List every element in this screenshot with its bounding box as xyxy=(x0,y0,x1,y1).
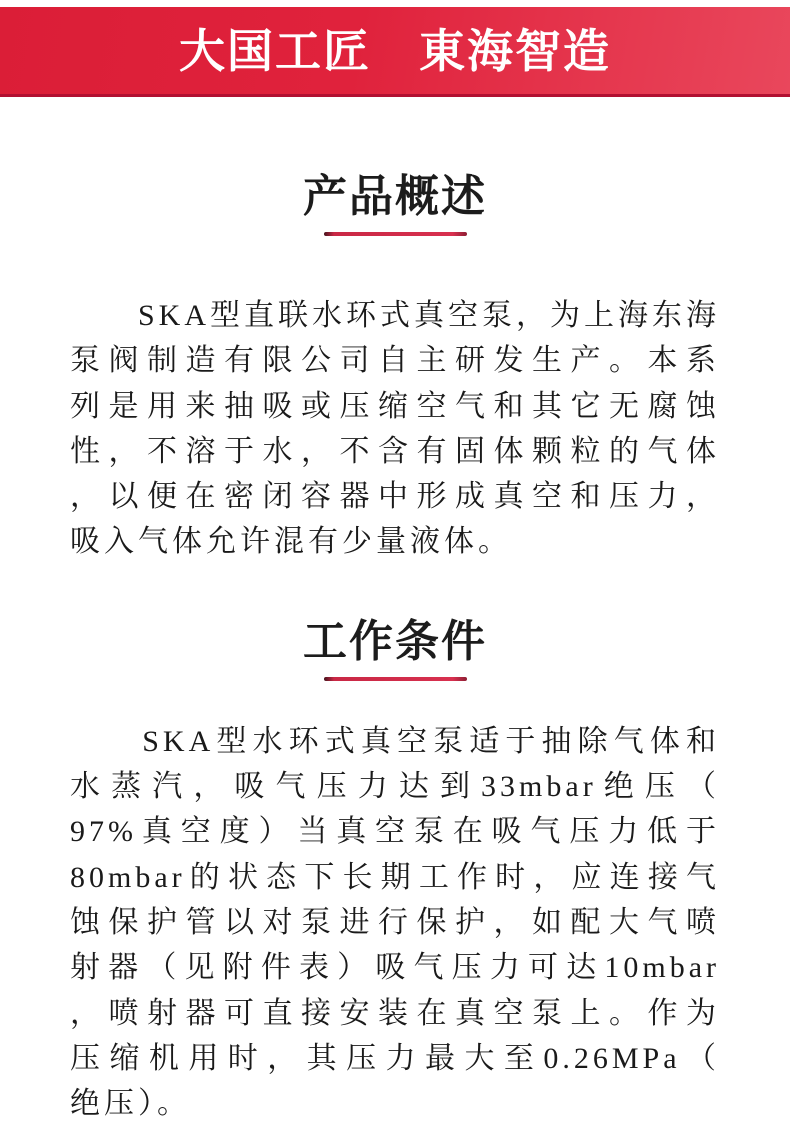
text-line: ，喷射器可直接安装在真空泵上。作为 xyxy=(70,996,720,1030)
text-line: 射器（见附件表）吸气压力可达10mbar xyxy=(70,951,720,985)
banner-title: 大国工匠 東海智造 xyxy=(179,24,611,77)
title-underline xyxy=(324,232,467,236)
text-line: 性，不溶于水，不含有固体颗粒的气体 xyxy=(70,434,720,468)
text-line: 泵阀制造有限公司自主研发生产。本系 xyxy=(70,344,720,378)
text-line: 绝压）。 xyxy=(70,1087,191,1121)
text-line: 列是用来抽吸或压缩空气和其它无腐蚀 xyxy=(70,389,720,423)
section-working-conditions xyxy=(0,616,790,1127)
section-title-working-conditions: 工作条件 xyxy=(303,616,487,666)
text-line: 压缩机用时，其压力最大至0.26MPa（ xyxy=(70,1041,720,1075)
text-line: SKA型直联水环式真空泵，为上海东海 xyxy=(70,299,721,332)
section-title-product-overview: 产品概述 xyxy=(303,172,487,221)
text-line: 蚀保护管以对泵进行保护，如配大气喷 xyxy=(70,905,720,939)
section-product-overview xyxy=(0,174,790,565)
paragraph-product-overview xyxy=(70,293,720,565)
text-line: 97%真空度）当真空泵在吸气压力低于 xyxy=(70,815,720,849)
paragraph-working-conditions xyxy=(70,719,720,1127)
text-line: 吸入气体允许混有少量液体。 xyxy=(70,525,512,559)
text-line: 80mbar的状态下长期工作时，应连接气 xyxy=(70,860,720,894)
brand-banner xyxy=(0,7,790,97)
text-line: ，以便在密闭容器中形成真空和压力， xyxy=(70,480,720,514)
text-line: 水蒸汽，吸气压力达到33mbar绝压（ xyxy=(70,770,720,804)
title-underline xyxy=(324,677,467,681)
text-line: SKA型水环式真空泵适于抽除气体和 xyxy=(70,724,720,758)
